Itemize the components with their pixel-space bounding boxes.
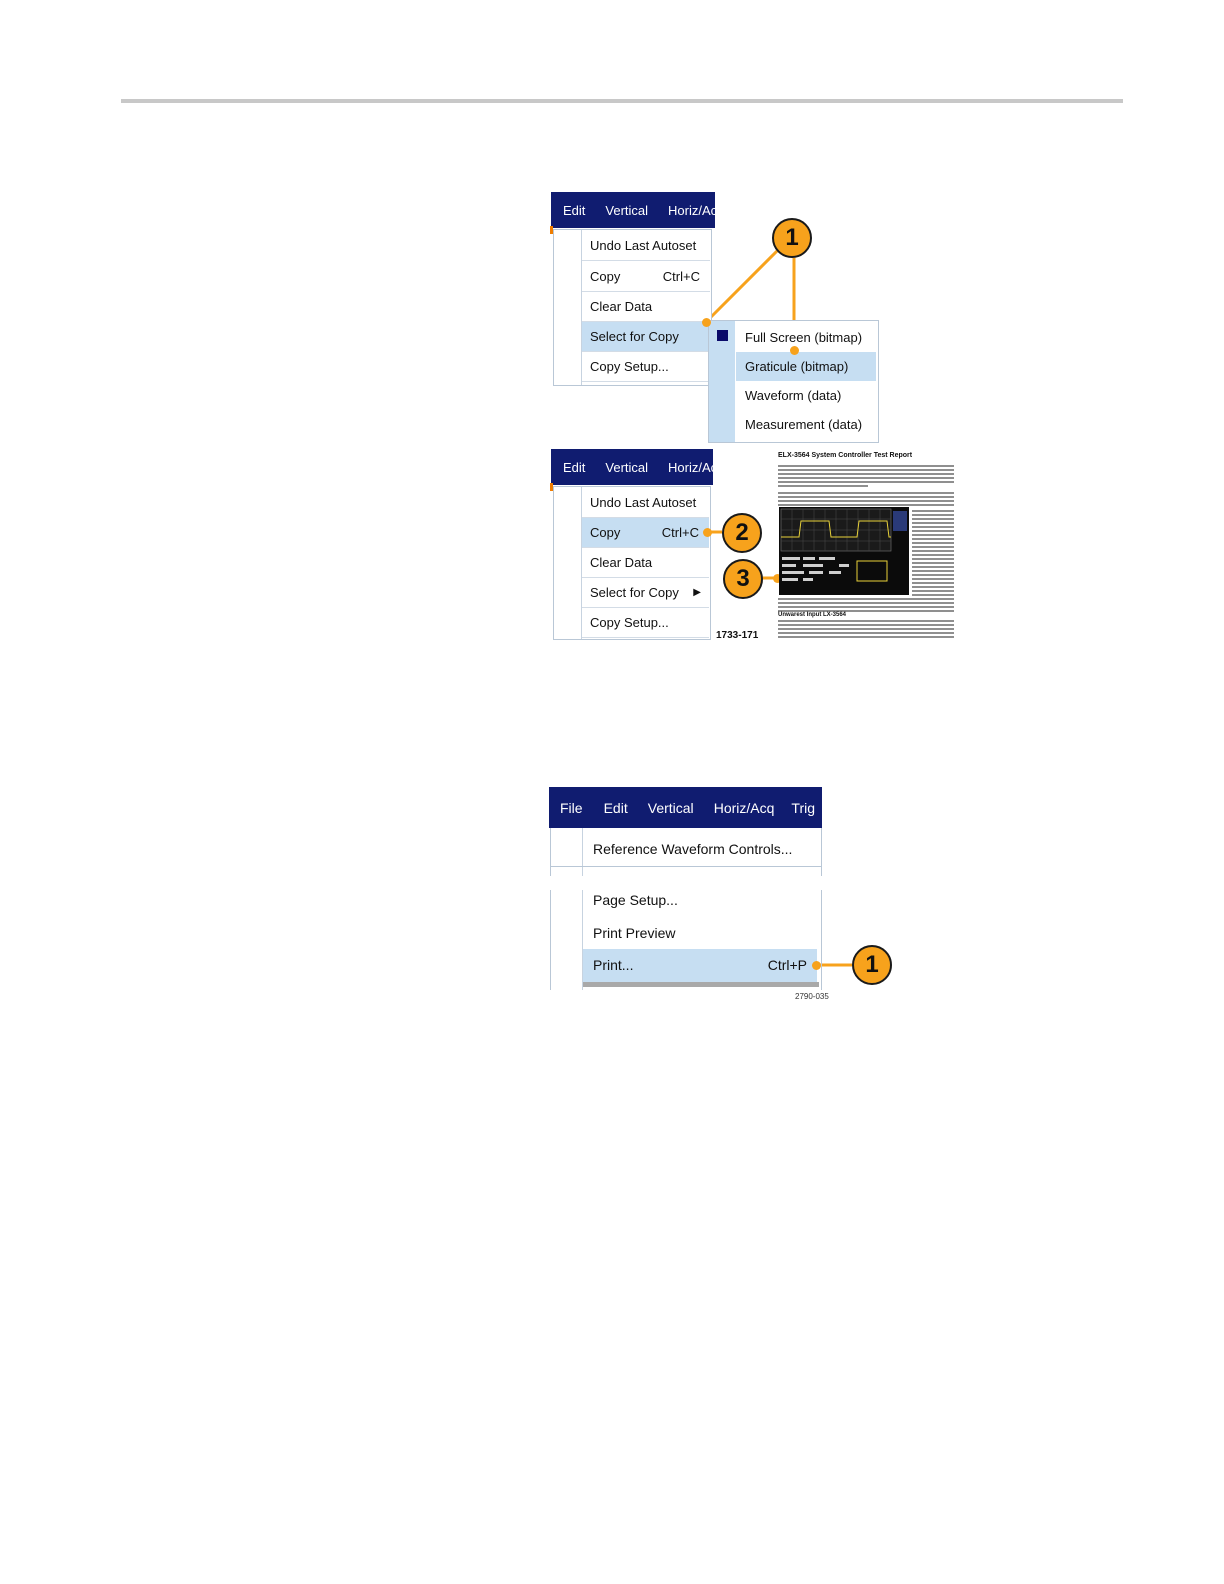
menu-horiz-acq[interactable]: Horiz/Acq xyxy=(668,459,725,475)
edit-menu-bottom xyxy=(553,486,711,640)
report-text-line xyxy=(912,514,954,516)
report-text-line xyxy=(912,542,954,544)
figure-copy-menu xyxy=(0,0,1224,700)
scope-graticule xyxy=(779,507,909,595)
file-menu-top-fragment xyxy=(550,828,822,876)
menu-item-clear-data[interactable]: Clear Data xyxy=(582,292,710,322)
menu-item-copy-setup[interactable]: Copy Setup... xyxy=(582,608,709,638)
callout-1: 1 xyxy=(772,218,812,258)
callout-2-anchor xyxy=(703,528,712,537)
report-text-line xyxy=(778,481,954,483)
report-text-line xyxy=(912,546,954,548)
report-text-line xyxy=(778,469,954,471)
report-text-line xyxy=(912,526,954,528)
submenu-item-graticule[interactable]: Graticule (bitmap) xyxy=(736,352,876,381)
menu-item-reference-waveform-controls[interactable]: Reference Waveform Controls... xyxy=(593,841,793,857)
menu-item-copy-setup[interactable]: Copy Setup... xyxy=(582,352,710,382)
menu-item-print-shortcut: Ctrl+P xyxy=(767,957,807,973)
menu-file[interactable]: File xyxy=(560,799,583,816)
menu-horiz-acq[interactable]: Horiz/Acq xyxy=(668,202,725,218)
callout-1-anchor xyxy=(702,318,711,327)
report-text-line xyxy=(912,574,954,576)
menu-edit[interactable]: Edit xyxy=(563,459,586,475)
report-text-line xyxy=(778,602,954,604)
report-text-line xyxy=(778,492,954,494)
report-text-line xyxy=(912,594,954,596)
menu-edit[interactable]: Edit xyxy=(603,799,628,816)
menu-vertical[interactable]: Vertical xyxy=(605,202,649,218)
report-text-line xyxy=(912,570,954,572)
edit-menu-top xyxy=(553,229,712,386)
report-title: ELX-3564 System Controller Test Report xyxy=(778,452,913,459)
figure-id: 1733-171 xyxy=(716,630,759,641)
report-text-line xyxy=(912,550,954,552)
report-text-line xyxy=(778,624,954,626)
report-text-line xyxy=(778,473,954,475)
report-text-line xyxy=(912,590,954,592)
menu-horiz-acq[interactable]: Horiz/Acq xyxy=(713,799,775,816)
report-document-thumbnail xyxy=(778,452,954,642)
submenu-item-full-screen[interactable]: Full Screen (bitmap) xyxy=(745,330,863,345)
menu-edit[interactable]: Edit xyxy=(563,202,586,218)
menubar-file xyxy=(549,787,822,828)
report-text-line xyxy=(778,465,954,467)
menu-vertical[interactable]: Vertical xyxy=(647,799,694,816)
report-text-line xyxy=(912,554,954,556)
report-text-line xyxy=(778,485,868,487)
submenu-item-measurement[interactable]: Measurement (data) xyxy=(745,417,863,432)
menubar-bottom xyxy=(551,449,725,485)
report-text-line xyxy=(778,477,954,479)
callout-1-anchor-2 xyxy=(790,346,799,355)
report-text-line xyxy=(778,632,954,634)
menu-item-undo-last-autoset[interactable]: Undo Last Autoset xyxy=(582,231,710,261)
report-text-line xyxy=(912,562,954,564)
report-text-line xyxy=(778,636,954,638)
menu-item-print[interactable] xyxy=(583,949,817,982)
report-text-line xyxy=(912,510,954,512)
report-text-line xyxy=(912,522,954,524)
report-text-line xyxy=(912,538,954,540)
report-section-heading: Unwarest Input LX-3564 xyxy=(778,612,847,618)
report-text-line xyxy=(912,578,954,580)
menu-vertical[interactable]: Vertical xyxy=(605,459,649,475)
menubar-top xyxy=(551,192,725,228)
select-for-copy-submenu xyxy=(708,320,879,443)
report-text-line xyxy=(778,628,954,630)
report-text-line xyxy=(778,504,954,506)
scope-screenshot xyxy=(779,507,909,595)
report-text-line xyxy=(912,530,954,532)
report-text-line xyxy=(778,598,954,600)
report-text-line xyxy=(912,586,954,588)
report-text-line xyxy=(912,582,954,584)
report-text-line xyxy=(912,558,954,560)
menu-item-print-preview[interactable]: Print Preview xyxy=(593,925,676,941)
report-text-line xyxy=(778,496,954,498)
figure-id: 2790-035 xyxy=(795,992,829,1001)
callout-3: 3 xyxy=(723,559,763,599)
callout-2: 2 xyxy=(722,513,762,553)
menu-trig[interactable]: Trig xyxy=(791,799,816,816)
report-text-line xyxy=(912,518,954,520)
menu-item-clear-data[interactable]: Clear Data xyxy=(582,548,709,578)
callout-print-1: 1 xyxy=(852,945,892,985)
report-text-line xyxy=(912,534,954,536)
report-text-line xyxy=(778,606,954,608)
submenu-item-waveform[interactable]: Waveform (data) xyxy=(745,388,842,403)
menu-item-copy[interactable]: Copy Ctrl+C xyxy=(582,518,709,548)
report-text-line xyxy=(778,500,954,502)
report-text-line xyxy=(778,620,954,622)
figure-print-menu xyxy=(0,700,1224,1020)
menu-item-page-setup[interactable]: Page Setup... xyxy=(593,892,678,908)
menu-item-select-for-copy[interactable]: Select for Copy xyxy=(582,322,710,352)
menu-item-select-for-copy[interactable]: Select for Copy ▶ xyxy=(582,578,709,608)
submenu-arrow-icon: ▶ xyxy=(693,587,701,598)
menu-item-print-label: Print... xyxy=(593,957,634,973)
menu-item-undo-last-autoset[interactable]: Undo Last Autoset xyxy=(582,488,709,518)
report-text-line xyxy=(912,566,954,568)
file-menu-bottom-fragment xyxy=(550,890,822,990)
menu-item-copy[interactable]: Copy Ctrl+C xyxy=(582,262,710,292)
radio-selected-icon xyxy=(717,330,728,341)
callout-print-anchor xyxy=(812,961,821,970)
